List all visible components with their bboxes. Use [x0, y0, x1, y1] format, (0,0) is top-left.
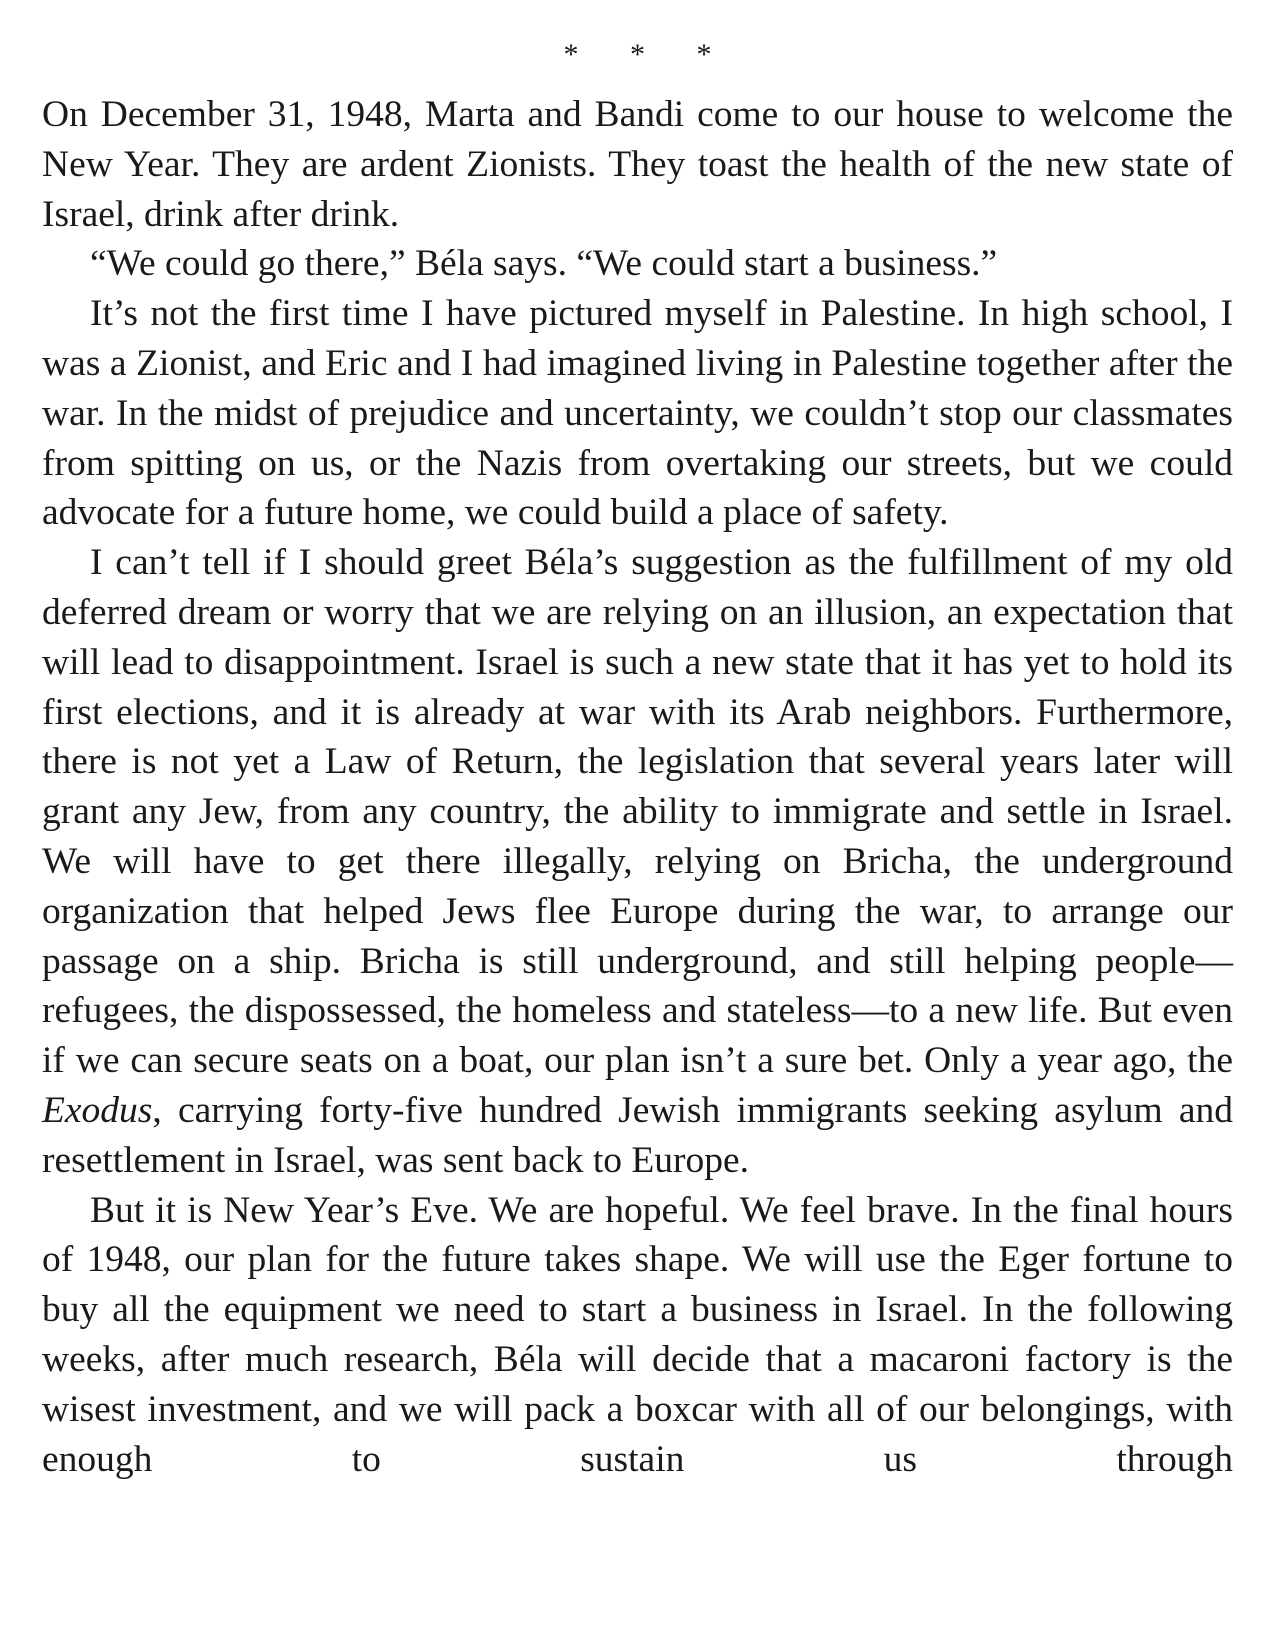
- paragraph-4: [42, 538, 1233, 1185]
- paragraph-5: But it is New Year’s Eve. We are hopeful. We feel brave. In the final hours of 1948, our plan for the future takes shape. We will use the Eger fortune to buy all the equipment we need to start a business in Israel. In the following weeks, after much research, Béla will decide that a macaroni factory is the wisest investment, and we will pack a boxcar with all of our belongings, with enough to sustain us through: [42, 1189, 1233, 1480]
- paragraph-1: On December 31, 1948, Marta and Bandi come to our house to welcome the New Year. They are ardent Zionists. They toast the health of the new state of Israel, drink after drink.: [42, 94, 1233, 235]
- paragraph-4-text-start: I can’t tell if I should greet Béla’s suggestion as the fulfillment of my old deferred dream or worry that we are relying on an illusion, an expectation that will lead to disappointment. Israel is such a new state that it has yet to hold its first elections, and it is already at war with its Arab neighbors. Furthermore, there is not yet a Law of Return, the legislation that several years later will grant any Jew, from any country, the ability to immigrate and settle in Israel. We will have to get there illegally, relying on Bricha, the underground organization that helped Jews flee Europe during the war, to arrange our passage on a ship. Bricha is still underground, and still helping people—refugees, the dispossessed, the homeless and stateless—to a new life. But even if we can secure seats on a boat, our plan isn’t a sure bet. Only a year ago, the: [42, 542, 1233, 1082]
- paragraph-3: It’s not the first time I have pictured myself in Palestine. In high school, I was a Zionist, and Eric and I had imagined living in Palestine together after the war. In the midst of prejudice and uncertainty, we couldn’t stop our classmates from spitting on us, or the Nazis from overtaking our streets, but we could advocate for a future home, we could build a place of safety.: [42, 293, 1233, 534]
- section-break: * * *: [563, 38, 734, 71]
- ship-name-italic: Exodus: [42, 1089, 153, 1131]
- book-page: [42, 30, 1233, 1484]
- paragraph-4-text-end: , carrying forty-five hundred Jewish immigrants seeking asylum and resettlement in Israel, was sent back to Europe.: [42, 1089, 1233, 1181]
- paragraph-2: “We could go there,” Béla says. “We could start a business.”: [90, 243, 998, 285]
